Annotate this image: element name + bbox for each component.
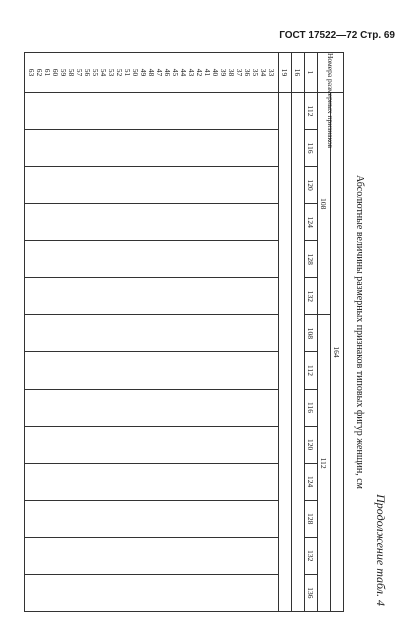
row-number: 37	[235, 68, 244, 77]
page-header: ГОСТ 17522—72 Стр. 69	[279, 30, 395, 41]
row-number: 62	[35, 68, 44, 77]
row-number: 54	[99, 68, 108, 77]
col-header: 108	[305, 315, 318, 352]
col-header: 120	[305, 167, 318, 204]
row-number: 55	[91, 68, 100, 77]
row-number-header: Номера размерных признаков	[318, 53, 344, 93]
row-number: 44	[179, 68, 188, 77]
row-number: 53	[107, 68, 116, 77]
row-number: 59	[59, 68, 68, 77]
row-number: 63	[27, 68, 36, 77]
sixteen-header: 16	[292, 53, 305, 93]
row-number: 60	[51, 68, 60, 77]
data-column	[25, 426, 279, 463]
nineteen-header: 19	[279, 53, 292, 93]
data-column	[25, 389, 279, 426]
row-number: 58	[67, 68, 76, 77]
row-number: 47	[155, 68, 164, 77]
row-number: 33	[267, 68, 276, 77]
col-header: 116	[305, 130, 318, 167]
group-108-header: 108	[318, 93, 331, 315]
row-number: 35	[251, 68, 260, 77]
row-number: 57	[75, 68, 84, 77]
row-number: 38	[227, 68, 236, 77]
table-continuation-label: Продолжение табл. 4	[374, 494, 388, 606]
col-header: 136	[305, 574, 318, 611]
data-column	[25, 463, 279, 500]
row-number: 40	[211, 68, 220, 77]
row-number: 43	[187, 68, 196, 77]
data-column	[25, 352, 279, 389]
row-number: 52	[115, 68, 124, 77]
group-112-header: 112	[318, 315, 331, 612]
data-column	[25, 574, 279, 611]
data-column	[25, 315, 279, 352]
col-header: 120	[305, 426, 318, 463]
table-body-row	[25, 53, 279, 612]
row-number: 46	[163, 68, 172, 77]
row-number: 51	[123, 68, 132, 77]
col-header: 116	[305, 389, 318, 426]
col-header: 132	[305, 537, 318, 574]
row-numbers-column	[25, 53, 279, 93]
row-number: 56	[83, 68, 92, 77]
data-column	[25, 537, 279, 574]
data-column	[25, 130, 279, 167]
measurement-table	[24, 52, 344, 612]
table-subtitle: Абсолютные величины размерных признаков типовых фигур женщин, см	[354, 175, 365, 489]
row-number: 34	[259, 68, 268, 77]
col-header: 128	[305, 500, 318, 537]
col-header: 128	[305, 241, 318, 278]
blank-header	[279, 93, 292, 612]
col-header: 124	[305, 463, 318, 500]
data-column	[25, 278, 279, 315]
col-header: 124	[305, 204, 318, 241]
data-column	[25, 241, 279, 278]
data-column	[25, 500, 279, 537]
row-number: 41	[203, 68, 212, 77]
row-number: 50	[131, 68, 140, 77]
row-number: 48	[147, 68, 156, 77]
group-164-header: 164	[331, 93, 344, 612]
col-header: 112	[305, 352, 318, 389]
data-column	[25, 167, 279, 204]
rotated-table-block	[28, 52, 388, 612]
row-number: 61	[43, 68, 52, 77]
row-number: 39	[219, 68, 228, 77]
col-header: 132	[305, 278, 318, 315]
row-number: 42	[195, 68, 204, 77]
one-header: 1	[305, 53, 318, 93]
col-header: 112	[305, 93, 318, 130]
data-column	[25, 204, 279, 241]
blank-header	[292, 93, 305, 612]
row-number: 45	[171, 68, 180, 77]
row-number: 49	[139, 68, 148, 77]
data-column	[25, 93, 279, 130]
row-number: 36	[243, 68, 252, 77]
